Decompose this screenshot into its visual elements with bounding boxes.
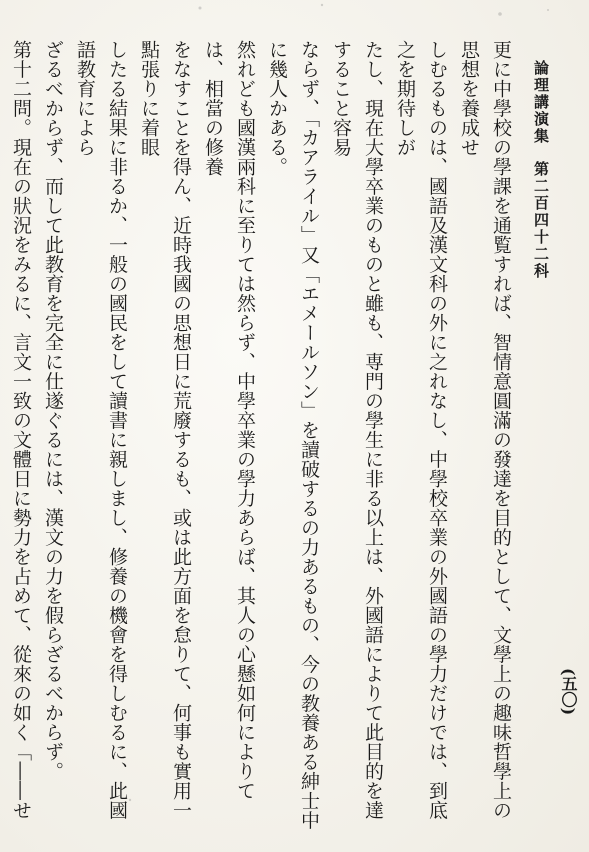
text-column: 然れども國漢兩科に至りては然らず、中學卒業の學力あらば、其人の心懸如何によりては、相當の修養	[202, 40, 256, 801]
book-title: 論理講演集	[532, 60, 550, 145]
text-column: しむるものは、國語及漢文科の外に之れなし、中學校卒業の外國語の學力だけでは、到底之を期待しが	[394, 40, 448, 820]
section-label: 第二百四十二科	[532, 161, 550, 280]
text-column: をなすことを得ん、近時我國の思想日に荒廢するも、或は此方面を怠りて、何事も實用一點張りに着眼	[138, 40, 192, 820]
running-header	[516, 60, 552, 280]
text-column: 更に中學校の學課を通覧すれば、智情意圓滿の發達を目的として、文學上の趣味哲學上の思想を養成せ	[458, 40, 512, 820]
text-column: したる結果に非るか、一般の國民をして讀書に親しまし、修養の機會を得しむるに、此國語教育によら	[74, 40, 128, 820]
body-text	[0, 40, 517, 830]
text-column: ざるべからず、而して此教育を完全に仕遂ぐるには、漢文の力を假らざるべからず。	[42, 40, 64, 781]
text-column: 第十二問。現在の狀況をみるに、言文一致の文體日に勢力を占めて、從來の如く「――せ	[10, 40, 32, 820]
text-column: ならず、「カアライル」又「エメールソン」を讀破するの力あるもの、今の教養ある紳士中に幾人かある。	[266, 40, 320, 830]
page-number: (五〇)	[559, 668, 578, 716]
text-column: たし、現在大學卒業のものと雖も、専門の學生に非る以上は、外國語によりて此目的を達すること容易	[330, 40, 384, 820]
